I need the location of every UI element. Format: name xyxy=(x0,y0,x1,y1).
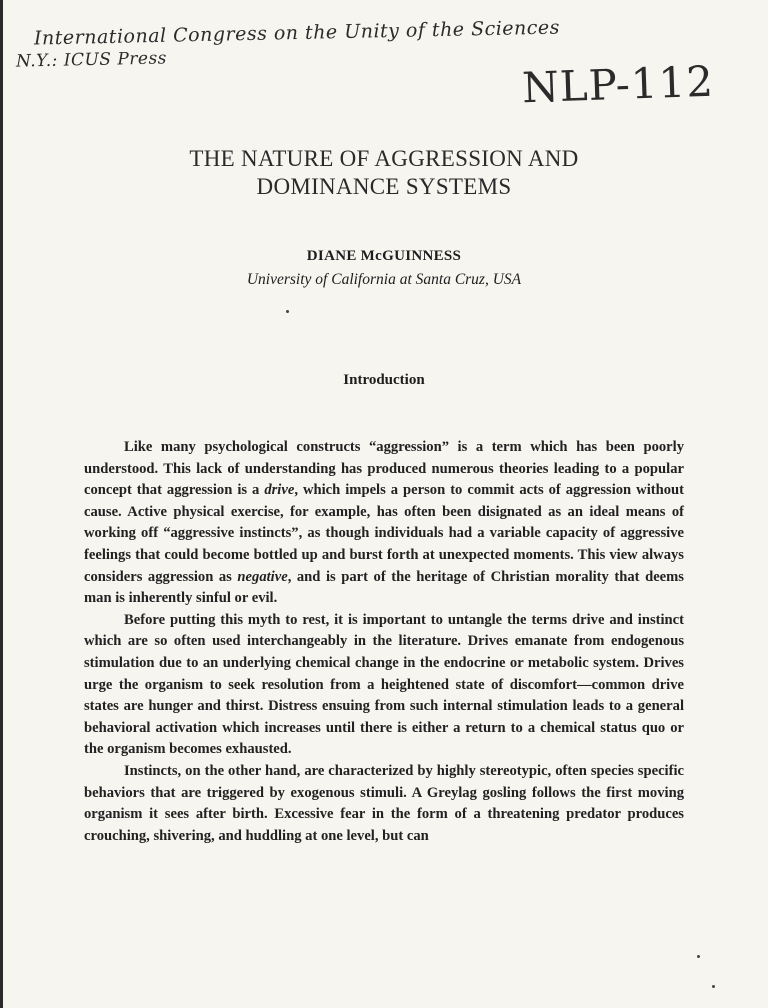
p1-part-c: , and is part of the heritage of Christian morality that deems man is inherently sinful or evil. xyxy=(84,568,684,607)
handwritten-publisher-note: N.Y.: ICUS Press xyxy=(15,48,168,72)
paragraph-2: Before putting this myth to rest, it is important to untangle the terms drive and instinct which are so often used interchangeably in the literature. Drives emanate from endogenous stimulation due to an underlying chemical change in the endocrine or metabolic system. Drives urge the organism to seek resolution from a heightened state of discomfort—common drive states are hunger and thirst. Distress ensuing from such internal stimulation leads to a general behavioral activation which increases until there is either a return to a chemical status quo or the organism becomes exhausted. xyxy=(84,611,684,758)
body-text xyxy=(84,437,684,847)
paragraph-3: Instincts, on the other hand, are characterized by highly stereotypic, often species specific behaviors that are triggered by exogenous stimuli. A Greylag gosling follows the first moving organism it sees after birth. Excessive fear in the form of a threatening predator produces crouching, shivering, and huddling at one level, but can xyxy=(84,762,684,844)
p1-part-b: , which impels a person to commit acts of aggression without cause. Active physical exercise, for example, has often been disignated as an ideal means of working off “aggressive instincts”, as though individuals had a variable capacity of aggressive feelings that could become bottled up and burst forth at unexpected moments. This view always considers aggression as xyxy=(84,482,684,585)
handwritten-catalog-code: NLP-112 xyxy=(521,56,715,113)
p1-emphasis-drive: drive xyxy=(264,482,295,499)
author-affiliation: University of California at Santa Cruz, USA xyxy=(246,271,522,288)
author-name: DIANE McGUINNESS xyxy=(306,248,462,264)
scan-speck xyxy=(286,310,289,313)
scan-speck xyxy=(697,955,700,958)
p1-emphasis-negative: negative xyxy=(237,568,288,585)
title-line-1: THE NATURE OF AGGRESSION AND xyxy=(189,146,579,171)
paper-title xyxy=(0,145,768,201)
title-line-2: DOMINANCE SYSTEMS xyxy=(256,174,512,199)
p1-part-a: Like many psychological constructs “aggression” is a term which has been poorly understood. This lack of understanding has produced numerous theories leading to a popular concept that aggression is a xyxy=(84,439,684,499)
section-heading: Introduction xyxy=(343,372,425,388)
handwritten-source-note: International Congress on the Unity of the Sciences xyxy=(33,16,561,50)
paragraph-1 xyxy=(84,437,684,610)
scan-speck xyxy=(712,985,715,988)
